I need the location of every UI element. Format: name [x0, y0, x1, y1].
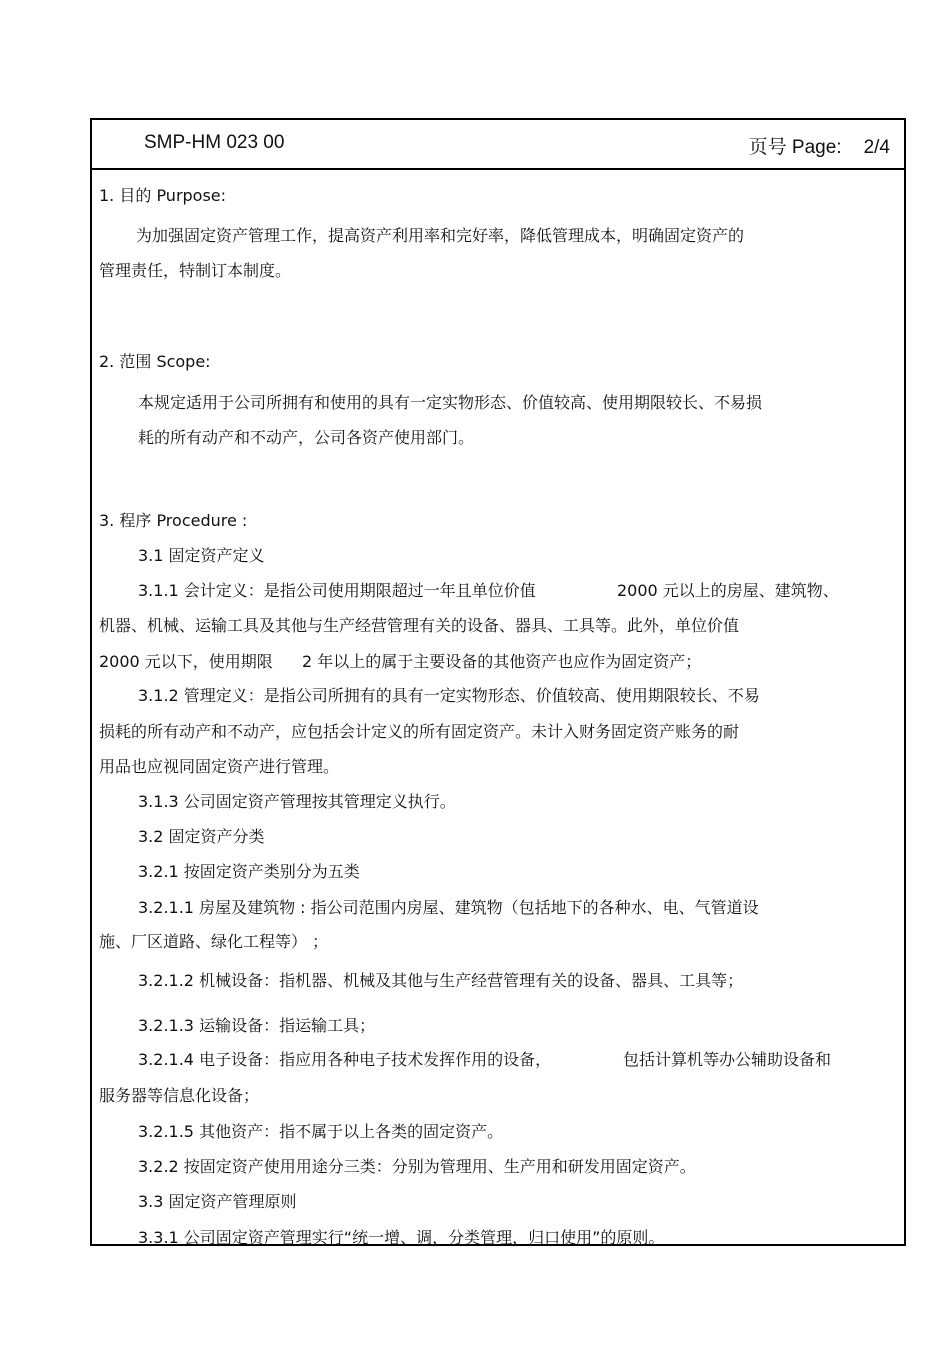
- paragraph-line: 损耗的所有动产和不动产，应包括会计定义的所有固定资产。未计入财务固定资产账务的耐: [99, 722, 740, 741]
- subsection-heading: 3.2 固定资产分类: [138, 827, 265, 846]
- paragraph-line: 3.3.1 公司固定资产管理实行“统一增、调，分类管理，归口使用”的原则。: [138, 1228, 665, 1247]
- paragraph-line: 3.2.1.3 运输设备：指运输工具；: [138, 1016, 376, 1035]
- page-value: 2/4: [863, 137, 890, 158]
- paragraph-line: 3.2.1.1 房屋及建筑物 : 指公司范围内房屋、建筑物（包括地下的各种水、电、气管道设: [138, 898, 759, 917]
- paragraph-line: 2 年以上的属于主要设备的其他资产也应作为固定资产；: [302, 652, 702, 671]
- paragraph-line: 包括计算机等办公辅助设备和: [623, 1050, 832, 1069]
- paragraph-line: 3.2.1.4 电子设备：指应用各种电子技术发挥作用的设备，: [138, 1050, 552, 1069]
- document-code: SMP-HM 023 00: [144, 132, 285, 153]
- paragraph-line: 管理责任，特制订本制度。: [99, 261, 292, 280]
- section-1-heading: 1. 目的 Purpose:: [99, 186, 227, 205]
- paragraph-line: 服务器等信息化设备；: [99, 1086, 260, 1105]
- section-2-heading: 2. 范围 Scope:: [99, 352, 211, 371]
- page-label: 页号 Page:: [748, 137, 842, 158]
- paragraph-line: 为加强固定资产管理工作，提高资产利用率和完好率，降低管理成本，明确固定资产的: [136, 226, 745, 245]
- document-frame: [90, 118, 906, 1246]
- section-3-heading: 3. 程序 Procedure :: [99, 511, 248, 530]
- paragraph-line: 耗的所有动产和不动产，公司各资产使用部门。: [138, 428, 475, 447]
- paragraph-line: 施、厂区道路、绿化工程等） ；: [99, 932, 329, 951]
- document-header: [92, 120, 904, 170]
- paragraph-line: 3.1.2 管理定义：是指公司所拥有的具有一定实物形态、价值较高、使用期限较长、不易: [138, 686, 760, 705]
- paragraph-line: 3.2.1.5 其他资产：指不属于以上各类的固定资产。: [138, 1122, 504, 1141]
- paragraph-line: 3.1.1 会计定义：是指公司使用期限超过一年且单位价值: [138, 581, 536, 600]
- paragraph-line: 2000 元以上的房屋、建筑物、: [617, 581, 839, 600]
- subsection-heading: 3.1 固定资产定义: [138, 546, 265, 565]
- paragraph-line: 机器、机械、运输工具及其他与生产经营管理有关的设备、器具、工具等。此外，单位价值: [99, 616, 740, 635]
- paragraph-line: 3.2.1.2 机械设备：指机器、机械及其他与生产经营管理有关的设备、器具、工具等；: [138, 971, 744, 990]
- paragraph-line: 3.2.1 按固定资产类别分为五类: [138, 862, 360, 881]
- paragraph-line: 2000 元以下，使用期限: [99, 652, 273, 671]
- page-number: [749, 132, 890, 159]
- paragraph-line: 3.1.3 公司固定资产管理按其管理定义执行。: [138, 792, 456, 811]
- paragraph-line: 3.2.2 按固定资产使用用途分三类：分别为管理用、生产用和研发用固定资产。: [138, 1157, 696, 1176]
- subsection-heading: 3.3 固定资产管理原则: [138, 1192, 297, 1211]
- paragraph-line: 用品也应视同固定资产进行管理。: [99, 757, 340, 776]
- paragraph-line: 本规定适用于公司所拥有和使用的具有一定实物形态、价值较高、使用期限较长、不易损: [138, 393, 763, 412]
